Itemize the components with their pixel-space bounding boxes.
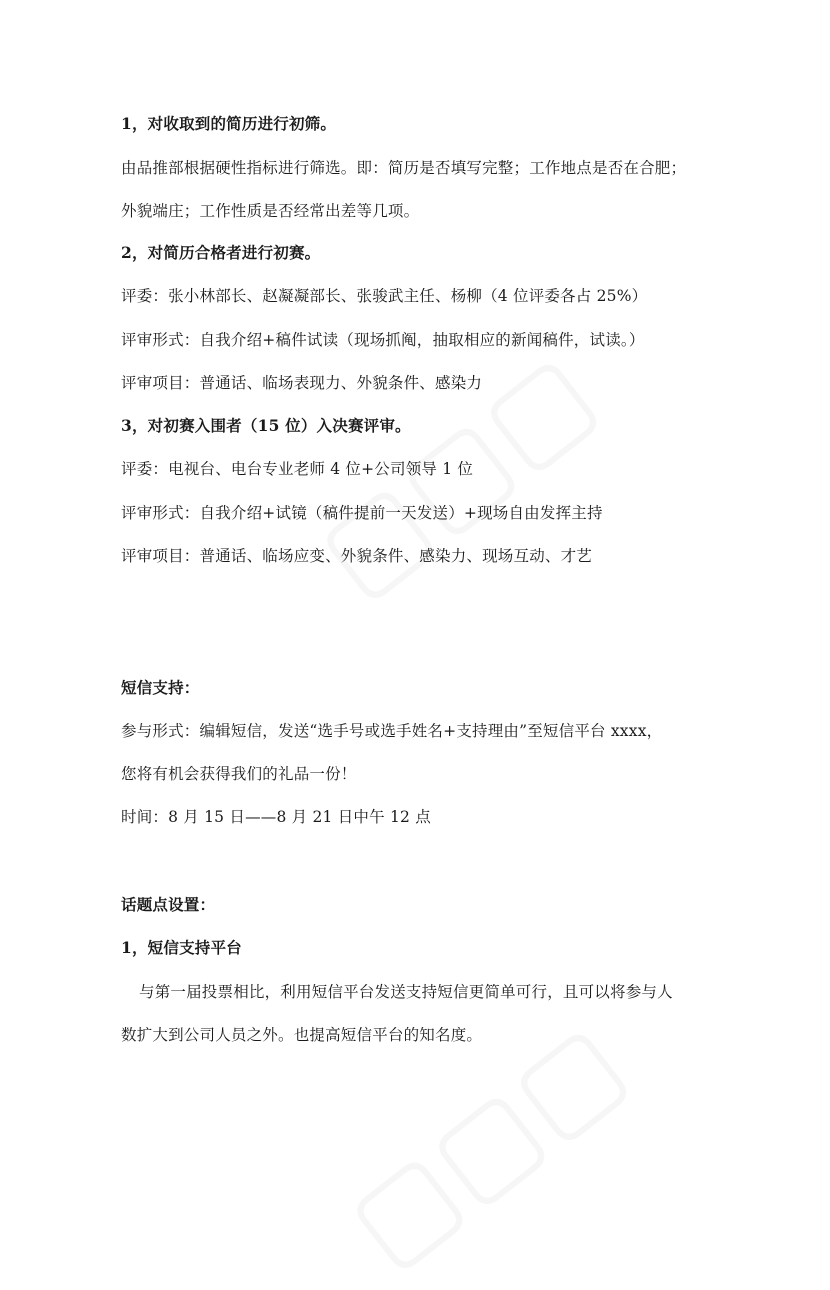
paragraph-line: 评审项目：普通话、临场应变、外貌条件、感染力、现场互动、才艺 (121, 547, 593, 565)
paragraph-line: 与第一届投票相比，利用短信平台发送支持短信更简单可行，且可以将参与人 (139, 983, 673, 1001)
paragraph-line: 参与形式：编辑短信，发送“选手号或选手姓名+支持理由”至短信平台 xxxx， (121, 722, 663, 740)
heading-step-3: 3，对初赛入围者（15 位）入决赛评审。 (121, 416, 411, 435)
paragraph-line: 评委：张小林部长、赵凝凝部长、张骏武主任、杨柳（4 位评委各占 25%） (121, 287, 648, 305)
heading-topic-1: 1，短信支持平台 (121, 938, 242, 957)
heading-step-2: 2，对简历合格者进行初赛。 (121, 243, 321, 262)
paragraph-line: 评委：电视台、电台专业老师 4 位+公司领导 1 位 (121, 460, 474, 478)
heading-topic-settings: 话题点设置： (121, 895, 216, 914)
paragraph-line: 数扩大到公司人员之外。也提高短信平台的知名度。 (121, 1026, 483, 1044)
paragraph-line: 外貌端庄；工作性质是否经常出差等几项。 (121, 202, 420, 220)
heading-sms-support: 短信支持： (121, 678, 200, 697)
paragraph-line: 由品推部根据硬性指标进行筛选。即：简历是否填写完整；工作地点是否在合肥； (121, 159, 687, 177)
paragraph-line: 时间：8 月 15 日——8 月 21 日中午 12 点 (121, 808, 431, 826)
paragraph-line: 您将有机会获得我们的礼品一份！ (121, 765, 357, 783)
paragraph-line: 评审形式：自我介绍+试镜（稿件提前一天发送）+现场自由发挥主持 (121, 504, 603, 522)
paragraph-line: 评审形式：自我介绍+稿件试读（现场抓阄，抽取相应的新闻稿件，试读。） (121, 331, 645, 349)
paragraph-line: 评审项目：普通话、临场表现力、外貌条件、感染力 (121, 374, 483, 392)
heading-step-1: 1，对收取到的简历进行初筛。 (121, 114, 337, 133)
